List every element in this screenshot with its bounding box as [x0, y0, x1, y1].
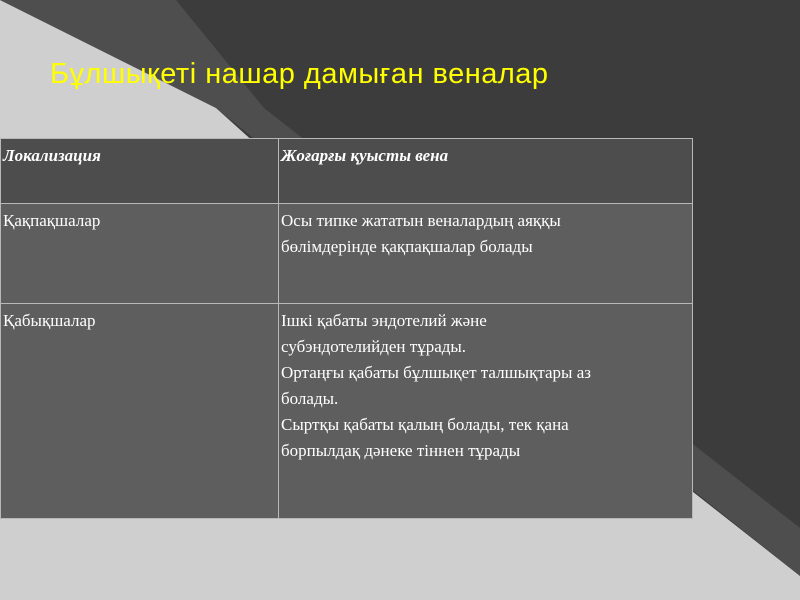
row-text-valves [279, 204, 693, 304]
header-cell-localization: Локализация [1, 139, 279, 204]
text-line: субэндотелийден тұрады. [281, 337, 467, 356]
row-text-layers [279, 304, 693, 519]
text-line: Ішкі қабаты эндотелий және [281, 311, 487, 330]
text-line: борпылдақ дәнеке тіннен тұрады [281, 441, 521, 460]
table-row [1, 304, 693, 519]
row-label-valves: Қақпақшалар [1, 204, 279, 304]
text-line: бөлімдерінде қақпақшалар болады [281, 237, 533, 256]
table-header-row [1, 139, 693, 204]
text-line: болады. [281, 389, 339, 408]
text-line: Осы типке жататын веналардың аяққы [281, 211, 561, 230]
text-line: Сыртқы қабаты қалың болады, тек қана [281, 415, 569, 434]
slide-title: Бұлшықеті нашар дамыған веналар [50, 58, 549, 90]
table-row [1, 204, 693, 304]
row-label-layers: Қабықшалар [1, 304, 279, 519]
info-table [0, 138, 693, 519]
text-line: Ортаңғы қабаты бұлшықет талшықтары аз [281, 363, 591, 382]
header-cell-superior-vena-cava: Жоғарғы қуысты вена [279, 139, 693, 204]
